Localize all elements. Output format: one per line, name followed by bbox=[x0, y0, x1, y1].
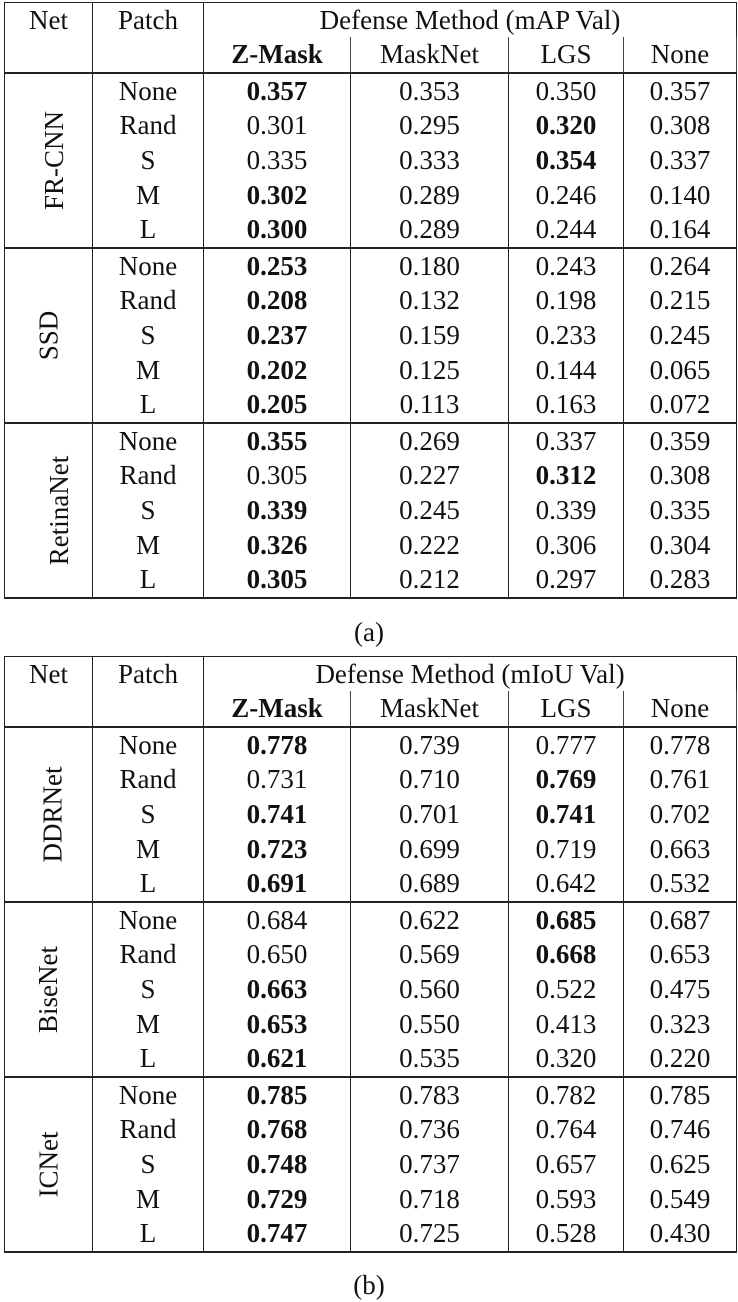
value-cell: 0.233 bbox=[509, 318, 624, 353]
value-cell: 0.353 bbox=[351, 73, 509, 109]
value-cell: 0.339 bbox=[204, 493, 351, 528]
value-cell: 0.222 bbox=[351, 528, 509, 563]
value-cell: 0.622 bbox=[351, 902, 509, 938]
value-cell: 0.297 bbox=[509, 562, 624, 598]
patch-cell: None bbox=[93, 423, 204, 459]
net-label: DDRNet bbox=[37, 766, 68, 863]
value-cell: 0.764 bbox=[509, 1113, 624, 1148]
patch-cell: M bbox=[93, 1182, 204, 1217]
patch-cell: None bbox=[93, 902, 204, 938]
patch-cell: S bbox=[93, 1147, 204, 1182]
value-cell: 0.549 bbox=[624, 1182, 737, 1217]
value-cell: 0.357 bbox=[624, 73, 737, 109]
table-row bbox=[5, 797, 737, 832]
value-cell: 0.723 bbox=[204, 832, 351, 867]
value-cell: 0.653 bbox=[624, 938, 737, 973]
value-cell: 0.335 bbox=[204, 143, 351, 178]
value-cell: 0.308 bbox=[624, 109, 737, 144]
value-cell: 0.300 bbox=[204, 212, 351, 248]
value-cell: 0.125 bbox=[351, 353, 509, 388]
table-row bbox=[5, 1216, 737, 1252]
value-cell: 0.413 bbox=[509, 1007, 624, 1042]
table-row bbox=[5, 1041, 737, 1077]
value-cell: 0.430 bbox=[624, 1216, 737, 1252]
value-cell: 0.246 bbox=[509, 178, 624, 213]
table-row bbox=[5, 109, 737, 144]
patch-cell: S bbox=[93, 797, 204, 832]
value-cell: 0.337 bbox=[624, 143, 737, 178]
net-label-cell bbox=[5, 73, 93, 248]
table-row bbox=[5, 1182, 737, 1217]
value-cell: 0.227 bbox=[351, 459, 509, 494]
value-cell: 0.283 bbox=[624, 562, 737, 598]
value-cell: 0.337 bbox=[509, 423, 624, 459]
value-cell: 0.113 bbox=[351, 387, 509, 423]
value-cell: 0.269 bbox=[351, 423, 509, 459]
value-cell: 0.475 bbox=[624, 972, 737, 1007]
header-defense-method: Defense Method (mIoU Val) bbox=[204, 657, 737, 692]
net-label-cell bbox=[5, 248, 93, 423]
value-cell: 0.747 bbox=[204, 1216, 351, 1252]
value-cell: 0.691 bbox=[204, 866, 351, 902]
value-cell: 0.663 bbox=[624, 832, 737, 867]
method-header: Z-Mask bbox=[204, 691, 351, 727]
value-cell: 0.289 bbox=[351, 212, 509, 248]
method-header: MaskNet bbox=[351, 691, 509, 727]
value-cell: 0.653 bbox=[204, 1007, 351, 1042]
patch-cell: M bbox=[93, 1007, 204, 1042]
table-row bbox=[5, 727, 737, 763]
value-cell: 0.689 bbox=[351, 866, 509, 902]
patch-cell: M bbox=[93, 353, 204, 388]
value-cell: 0.739 bbox=[351, 727, 509, 763]
results-table-map bbox=[4, 2, 737, 599]
value-cell: 0.244 bbox=[509, 212, 624, 248]
value-cell: 0.253 bbox=[204, 248, 351, 284]
value-cell: 0.684 bbox=[204, 902, 351, 938]
patch-cell: None bbox=[93, 1077, 204, 1113]
patch-cell: L bbox=[93, 1041, 204, 1077]
patch-cell: S bbox=[93, 972, 204, 1007]
value-cell: 0.335 bbox=[624, 493, 737, 528]
value-cell: 0.215 bbox=[624, 284, 737, 319]
patch-cell: Rand bbox=[93, 1113, 204, 1148]
table-row bbox=[5, 493, 737, 528]
patch-cell: S bbox=[93, 143, 204, 178]
value-cell: 0.359 bbox=[624, 423, 737, 459]
subheader-net-empty bbox=[5, 37, 93, 73]
value-cell: 0.778 bbox=[204, 727, 351, 763]
value-cell: 0.785 bbox=[624, 1077, 737, 1113]
method-header: None bbox=[624, 37, 737, 73]
patch-cell: None bbox=[93, 727, 204, 763]
value-cell: 0.729 bbox=[204, 1182, 351, 1217]
value-cell: 0.355 bbox=[204, 423, 351, 459]
value-cell: 0.140 bbox=[624, 178, 737, 213]
value-cell: 0.304 bbox=[624, 528, 737, 563]
caption-b: (b) bbox=[353, 1270, 385, 1300]
table-row bbox=[5, 1113, 737, 1148]
net-label-cell bbox=[5, 1077, 93, 1252]
header-row bbox=[5, 3, 737, 38]
patch-cell: M bbox=[93, 832, 204, 867]
value-cell: 0.065 bbox=[624, 353, 737, 388]
value-cell: 0.650 bbox=[204, 938, 351, 973]
value-cell: 0.657 bbox=[509, 1147, 624, 1182]
value-cell: 0.312 bbox=[509, 459, 624, 494]
net-label: SSD bbox=[33, 310, 63, 361]
value-cell: 0.668 bbox=[509, 938, 624, 973]
value-cell: 0.072 bbox=[624, 387, 737, 423]
patch-cell: L bbox=[93, 1216, 204, 1252]
value-cell: 0.220 bbox=[624, 1041, 737, 1077]
value-cell: 0.769 bbox=[509, 763, 624, 798]
table-row bbox=[5, 1007, 737, 1042]
table-row bbox=[5, 143, 737, 178]
value-cell: 0.198 bbox=[509, 284, 624, 319]
value-cell: 0.528 bbox=[509, 1216, 624, 1252]
table-row bbox=[5, 562, 737, 598]
value-cell: 0.208 bbox=[204, 284, 351, 319]
value-cell: 0.305 bbox=[204, 562, 351, 598]
value-cell: 0.301 bbox=[204, 109, 351, 144]
value-cell: 0.326 bbox=[204, 528, 351, 563]
value-cell: 0.737 bbox=[351, 1147, 509, 1182]
method-header: Z-Mask bbox=[204, 37, 351, 73]
value-cell: 0.782 bbox=[509, 1077, 624, 1113]
value-cell: 0.702 bbox=[624, 797, 737, 832]
value-cell: 0.593 bbox=[509, 1182, 624, 1217]
patch-cell: L bbox=[93, 562, 204, 598]
net-label: BiseNet bbox=[33, 945, 63, 1033]
value-cell: 0.746 bbox=[624, 1113, 737, 1148]
patch-cell: Rand bbox=[93, 763, 204, 798]
value-cell: 0.741 bbox=[509, 797, 624, 832]
value-cell: 0.625 bbox=[624, 1147, 737, 1182]
value-cell: 0.305 bbox=[204, 459, 351, 494]
value-cell: 0.333 bbox=[351, 143, 509, 178]
table-row bbox=[5, 1147, 737, 1182]
value-cell: 0.785 bbox=[204, 1077, 351, 1113]
table-row bbox=[5, 178, 737, 213]
subheader-patch-empty bbox=[93, 37, 204, 73]
value-cell: 0.736 bbox=[351, 1113, 509, 1148]
table-body bbox=[5, 3, 737, 598]
patch-cell: L bbox=[93, 212, 204, 248]
value-cell: 0.701 bbox=[351, 797, 509, 832]
net-label: ICNet bbox=[32, 1131, 63, 1198]
net-label-cell bbox=[5, 727, 93, 902]
patch-cell: None bbox=[93, 73, 204, 109]
table-body bbox=[5, 657, 737, 1252]
net-label: RetinaNet bbox=[44, 455, 75, 566]
value-cell: 0.205 bbox=[204, 387, 351, 423]
table-row bbox=[5, 763, 737, 798]
value-cell: 0.295 bbox=[351, 109, 509, 144]
value-cell: 0.663 bbox=[204, 972, 351, 1007]
value-cell: 0.350 bbox=[509, 73, 624, 109]
value-cell: 0.718 bbox=[351, 1182, 509, 1217]
header-defense-method: Defense Method (mAP Val) bbox=[204, 3, 737, 38]
value-cell: 0.621 bbox=[204, 1041, 351, 1077]
results-table-miou bbox=[4, 656, 737, 1253]
subheader-patch-empty bbox=[93, 691, 204, 727]
table-row bbox=[5, 866, 737, 902]
patch-cell: Rand bbox=[93, 459, 204, 494]
value-cell: 0.710 bbox=[351, 763, 509, 798]
header-net: Net bbox=[5, 3, 93, 38]
net-label-cell bbox=[5, 902, 93, 1077]
value-cell: 0.550 bbox=[351, 1007, 509, 1042]
value-cell: 0.569 bbox=[351, 938, 509, 973]
value-cell: 0.163 bbox=[509, 387, 624, 423]
value-cell: 0.699 bbox=[351, 832, 509, 867]
table-row bbox=[5, 353, 737, 388]
value-cell: 0.535 bbox=[351, 1041, 509, 1077]
value-cell: 0.323 bbox=[624, 1007, 737, 1042]
patch-cell: Rand bbox=[93, 938, 204, 973]
value-cell: 0.164 bbox=[624, 212, 737, 248]
value-cell: 0.289 bbox=[351, 178, 509, 213]
value-cell: 0.560 bbox=[351, 972, 509, 1007]
value-cell: 0.212 bbox=[351, 562, 509, 598]
subheader-net-empty bbox=[5, 691, 93, 727]
value-cell: 0.719 bbox=[509, 832, 624, 867]
value-cell: 0.302 bbox=[204, 178, 351, 213]
table-row bbox=[5, 459, 737, 494]
subheader-row bbox=[5, 691, 737, 727]
value-cell: 0.731 bbox=[204, 763, 351, 798]
patch-cell: L bbox=[93, 866, 204, 902]
header-patch: Patch bbox=[93, 3, 204, 38]
table-row bbox=[5, 248, 737, 284]
patch-cell: S bbox=[93, 318, 204, 353]
table-row bbox=[5, 423, 737, 459]
value-cell: 0.748 bbox=[204, 1147, 351, 1182]
method-header: None bbox=[624, 691, 737, 727]
value-cell: 0.237 bbox=[204, 318, 351, 353]
value-cell: 0.144 bbox=[509, 353, 624, 388]
method-header: LGS bbox=[509, 37, 624, 73]
header-patch: Patch bbox=[93, 657, 204, 692]
value-cell: 0.725 bbox=[351, 1216, 509, 1252]
value-cell: 0.180 bbox=[351, 248, 509, 284]
table-row bbox=[5, 212, 737, 248]
patch-cell: L bbox=[93, 387, 204, 423]
caption-a: (a) bbox=[354, 617, 384, 647]
patch-cell: Rand bbox=[93, 109, 204, 144]
table-row bbox=[5, 387, 737, 423]
table-row bbox=[5, 73, 737, 109]
value-cell: 0.522 bbox=[509, 972, 624, 1007]
value-cell: 0.642 bbox=[509, 866, 624, 902]
table-row bbox=[5, 528, 737, 563]
value-cell: 0.306 bbox=[509, 528, 624, 563]
header-net: Net bbox=[5, 657, 93, 692]
value-cell: 0.245 bbox=[351, 493, 509, 528]
value-cell: 0.741 bbox=[204, 797, 351, 832]
table-row bbox=[5, 902, 737, 938]
patch-cell: None bbox=[93, 248, 204, 284]
net-label: FR-CNN bbox=[39, 110, 70, 210]
value-cell: 0.320 bbox=[509, 109, 624, 144]
value-cell: 0.308 bbox=[624, 459, 737, 494]
value-cell: 0.532 bbox=[624, 866, 737, 902]
patch-cell: M bbox=[93, 178, 204, 213]
patch-cell: Rand bbox=[93, 284, 204, 319]
value-cell: 0.687 bbox=[624, 902, 737, 938]
table-row bbox=[5, 832, 737, 867]
value-cell: 0.132 bbox=[351, 284, 509, 319]
value-cell: 0.264 bbox=[624, 248, 737, 284]
value-cell: 0.243 bbox=[509, 248, 624, 284]
patch-cell: S bbox=[93, 493, 204, 528]
method-header: MaskNet bbox=[351, 37, 509, 73]
value-cell: 0.339 bbox=[509, 493, 624, 528]
table-row bbox=[5, 938, 737, 973]
value-cell: 0.778 bbox=[624, 727, 737, 763]
net-label-cell bbox=[5, 423, 93, 598]
table-row bbox=[5, 318, 737, 353]
value-cell: 0.320 bbox=[509, 1041, 624, 1077]
method-header: LGS bbox=[509, 691, 624, 727]
table-row bbox=[5, 972, 737, 1007]
header-row bbox=[5, 657, 737, 692]
value-cell: 0.768 bbox=[204, 1113, 351, 1148]
patch-cell: M bbox=[93, 528, 204, 563]
value-cell: 0.245 bbox=[624, 318, 737, 353]
value-cell: 0.357 bbox=[204, 73, 351, 109]
table-row bbox=[5, 284, 737, 319]
value-cell: 0.761 bbox=[624, 763, 737, 798]
value-cell: 0.202 bbox=[204, 353, 351, 388]
value-cell: 0.783 bbox=[351, 1077, 509, 1113]
value-cell: 0.777 bbox=[509, 727, 624, 763]
value-cell: 0.159 bbox=[351, 318, 509, 353]
subheader-row bbox=[5, 37, 737, 73]
value-cell: 0.354 bbox=[509, 143, 624, 178]
table-row bbox=[5, 1077, 737, 1113]
value-cell: 0.685 bbox=[509, 902, 624, 938]
